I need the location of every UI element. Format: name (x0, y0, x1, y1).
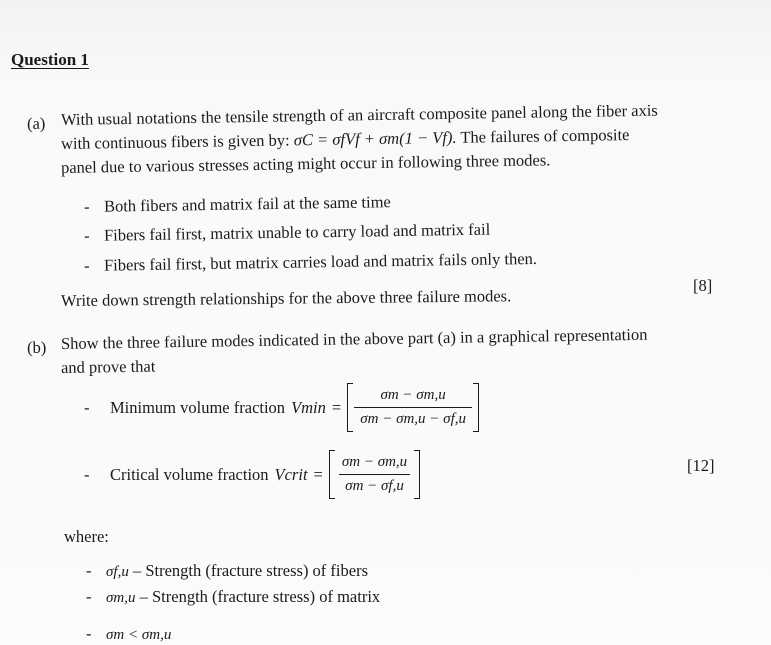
vmin-numerator: σm − σm,u (380, 387, 446, 403)
part-b-label: (b) (26, 337, 47, 357)
definition-symbol: σf,u (106, 564, 129, 580)
part-a-line-2-pre: with continuous fibers is given by: (60, 130, 290, 153)
vmin-equation: - Minimum volume fraction Vmin = $\frac{\sigma m - \sigma m,u}{\sigma m - \sigma m,u - \sigma f,u}$ (84, 383, 479, 432)
part-b-marks: [12] (687, 456, 715, 475)
failure-mode-item: - Fibers fail first, but matrix carries load and matrix fails only then. (83, 248, 538, 275)
question-title: Question 1 (11, 50, 89, 69)
definition-text: Strength (fracture stress) of matrix (151, 587, 381, 606)
failure-mode-text: Fibers fail first, matrix unable to carry load and matrix fail (103, 219, 491, 245)
part-a-instruction: Write down strength relationships for the above three failure modes. (60, 286, 512, 310)
vcrit-symbol: Vcrit (274, 464, 308, 484)
vcrit-bracket (329, 450, 420, 499)
definition-item: - σm,u – Strength (fracture stress) of matrix (86, 587, 381, 606)
vmin-fraction (354, 387, 472, 428)
vmin-denominator: σm − σm,u − σf,u (354, 407, 472, 428)
part-a-line-3: panel due to various stresses acting might occur in following three modes. (60, 150, 551, 177)
part-a-line-2-post: The failures of composite (460, 125, 630, 147)
part-b-line-2: and prove that (60, 356, 156, 377)
part-a-line-1: With usual notations the tensile strength of an aircraft composite panel along the fiber axis (60, 100, 658, 129)
vcrit-fraction (336, 454, 413, 495)
vcrit-denominator: σm − σf,u (339, 474, 410, 495)
vcrit-label: Critical volume fraction (110, 464, 269, 484)
vmin-label: Minimum volume fraction (110, 397, 286, 417)
part-a-label: (a) (26, 113, 46, 133)
definition-text: Strength (fracture stress) of fibers (145, 561, 368, 580)
failure-mode-item: - Fibers fail first, matrix unable to carry load and matrix fail (83, 219, 491, 245)
definition-item: - σf,u – Strength (fracture stress) of fibers (86, 561, 368, 580)
part-a-marks: [8] (693, 276, 713, 295)
vcrit-equation: - Critical volume fraction Vcrit = $\frac{\sigma m - \sigma m,u}{\sigma m - \sigma f,u}$ (84, 450, 420, 499)
tensile-strength-equation: σC = σfVf + σm(1 − Vf). (293, 127, 457, 150)
vmin-bracket (347, 383, 479, 432)
part-b-line-1: Show the three failure modes indicated in the above part (a) in a graphical representation (60, 324, 648, 353)
vcrit-equals: = (313, 464, 323, 484)
vcrit-numerator: σm − σm,u (341, 454, 408, 470)
failure-mode-text: Both fibers and matrix fail at the same time (103, 192, 391, 216)
vmin-equals: = (331, 397, 342, 417)
where-label: where: (64, 527, 109, 546)
vmin-symbol: Vmin (291, 397, 326, 417)
definition-symbol: σm < σm,u (106, 627, 172, 643)
definition-item: - σm < σm,u (86, 624, 172, 643)
definition-symbol: σm,u (106, 590, 136, 606)
failure-mode-text: Fibers fail first, but matrix carries load and matrix fails only then. (103, 248, 538, 275)
failure-mode-item: - Both fibers and matrix fail at the same time (83, 192, 391, 216)
